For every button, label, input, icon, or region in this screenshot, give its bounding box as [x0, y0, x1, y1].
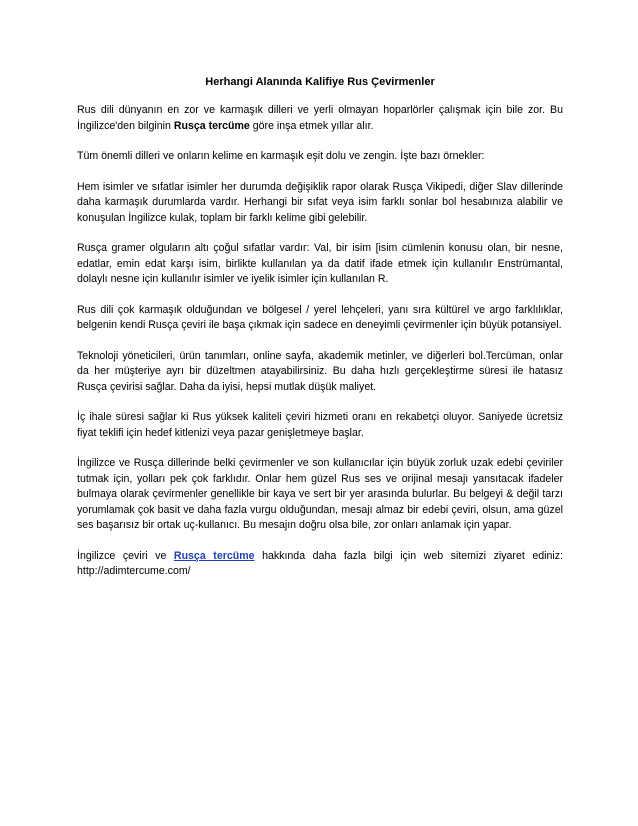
paragraph-1-text-before: Rus dili dünyanın en zor ve karmaşık dilleri ve yerli olmayan hoparlörler çalışmak için bile zor. Bu İngilizce'den bilginin — [77, 104, 563, 132]
paragraph-1 — [77, 103, 563, 134]
paragraph-9-text-before: İngilizce çeviri ve — [77, 549, 174, 562]
paragraph-4: Rusça gramer olguların altı çoğul sıfatlar vardır: Val, bir isim [isim cümlenin konusu olan, bir nesne, edatlar, emin edat karşı isim, birlikte kullanılan ya da datif ifade etmek için kullanılır Enstrümantal, dolaylı nesne için kullanılır isimler ve iyelik isimler için kullanılan R. — [77, 242, 563, 285]
paragraph-7: İç ihale süresi sağlar ki Rus yüksek kaliteli çeviri hizmeti oranı en rekabetçi oluyor. Saniyede ücretsiz fiyat teklifi için hedef kitlenizi veya pazar genişletmeye başlar. — [77, 411, 563, 439]
paragraph-8: İngilizce ve Rusça dillerinde belki çevirmenler ve son kullanıcılar için büyük zorluk uzak edebi çeviriler tutmak için, yolları pek çok farklıdır. Onlar hem güzel Rus ses ve orijinal mesajı yansıtacak ifadeler bulmaya olarak çevirmenler genellikle bir kaya ve sert bir yer arasında bulurlar. Bu belgeyi & değil tarzı yorumlamak çok basit ve daha fazla vurgu olduğundan, mesajı almaz bir edebi çeviri, olsun, ama güzel ses başarısız bir ortak uç-kullanıcı. Bu mesajın doğru olsa bile, zor onları anlamak için yapar. — [77, 457, 563, 531]
paragraph-2: Tüm önemli dilleri ve onların kelime en karmaşık eşit dolu ve zengin. İşte bazı örnekler: — [77, 150, 485, 162]
rusca-tercume-link[interactable]: Rusça tercüme — [173, 549, 255, 562]
document-title: Herhangi Alanında Kalifiye Rus Çevirmenler — [205, 76, 435, 88]
bold-term: Rusça tercüme — [173, 119, 250, 132]
paragraph-1-text-after: göre inşa etmek yıllar alır. — [249, 119, 374, 132]
paragraph-6: Teknoloji yöneticileri, ürün tanımları, online sayfa, akademik metinler, ve diğerleri bol.Tercüman, onlar da her müşteriye ayrı bir düzeltmen atayabilirsiniz. Bu daha hızlı gerçekleştirme süresi ile hatasız Rusça çevirisi sağlar. Daha da iyisi, hepsi mutlak düşük maliyet. — [77, 349, 563, 393]
paragraph-9-text-after: hakkında daha fazla bilgi için web sitemizi ziyaret ediniz: http://adimtercume.com/ — [77, 549, 563, 577]
paragraph-9 — [77, 549, 563, 580]
paragraph-5: Rus dili çok karmaşık olduğundan ve bölgesel / yerel lehçeleri, yanı sıra kültürel ve argo farklılıklar, belgenin kendi Rusça çeviri ile başa çıkmak için sadece en deneyimli çevirmenler için büyük potansiyel. — [77, 303, 563, 331]
paragraph-3: Hem isimler ve sıfatlar isimler her durumda değişiklik rapor olarak Rusça Vikipedi, diğer Slav dillerinde daha karmaşık durumlarda vardır. Herhangi bir sıfat veya isim farklı sonlar bol hesabınıza alabilir ve konuşulan İngilizce kulak, toplam bir farklı kelime gibi gelebilir. — [77, 180, 563, 224]
